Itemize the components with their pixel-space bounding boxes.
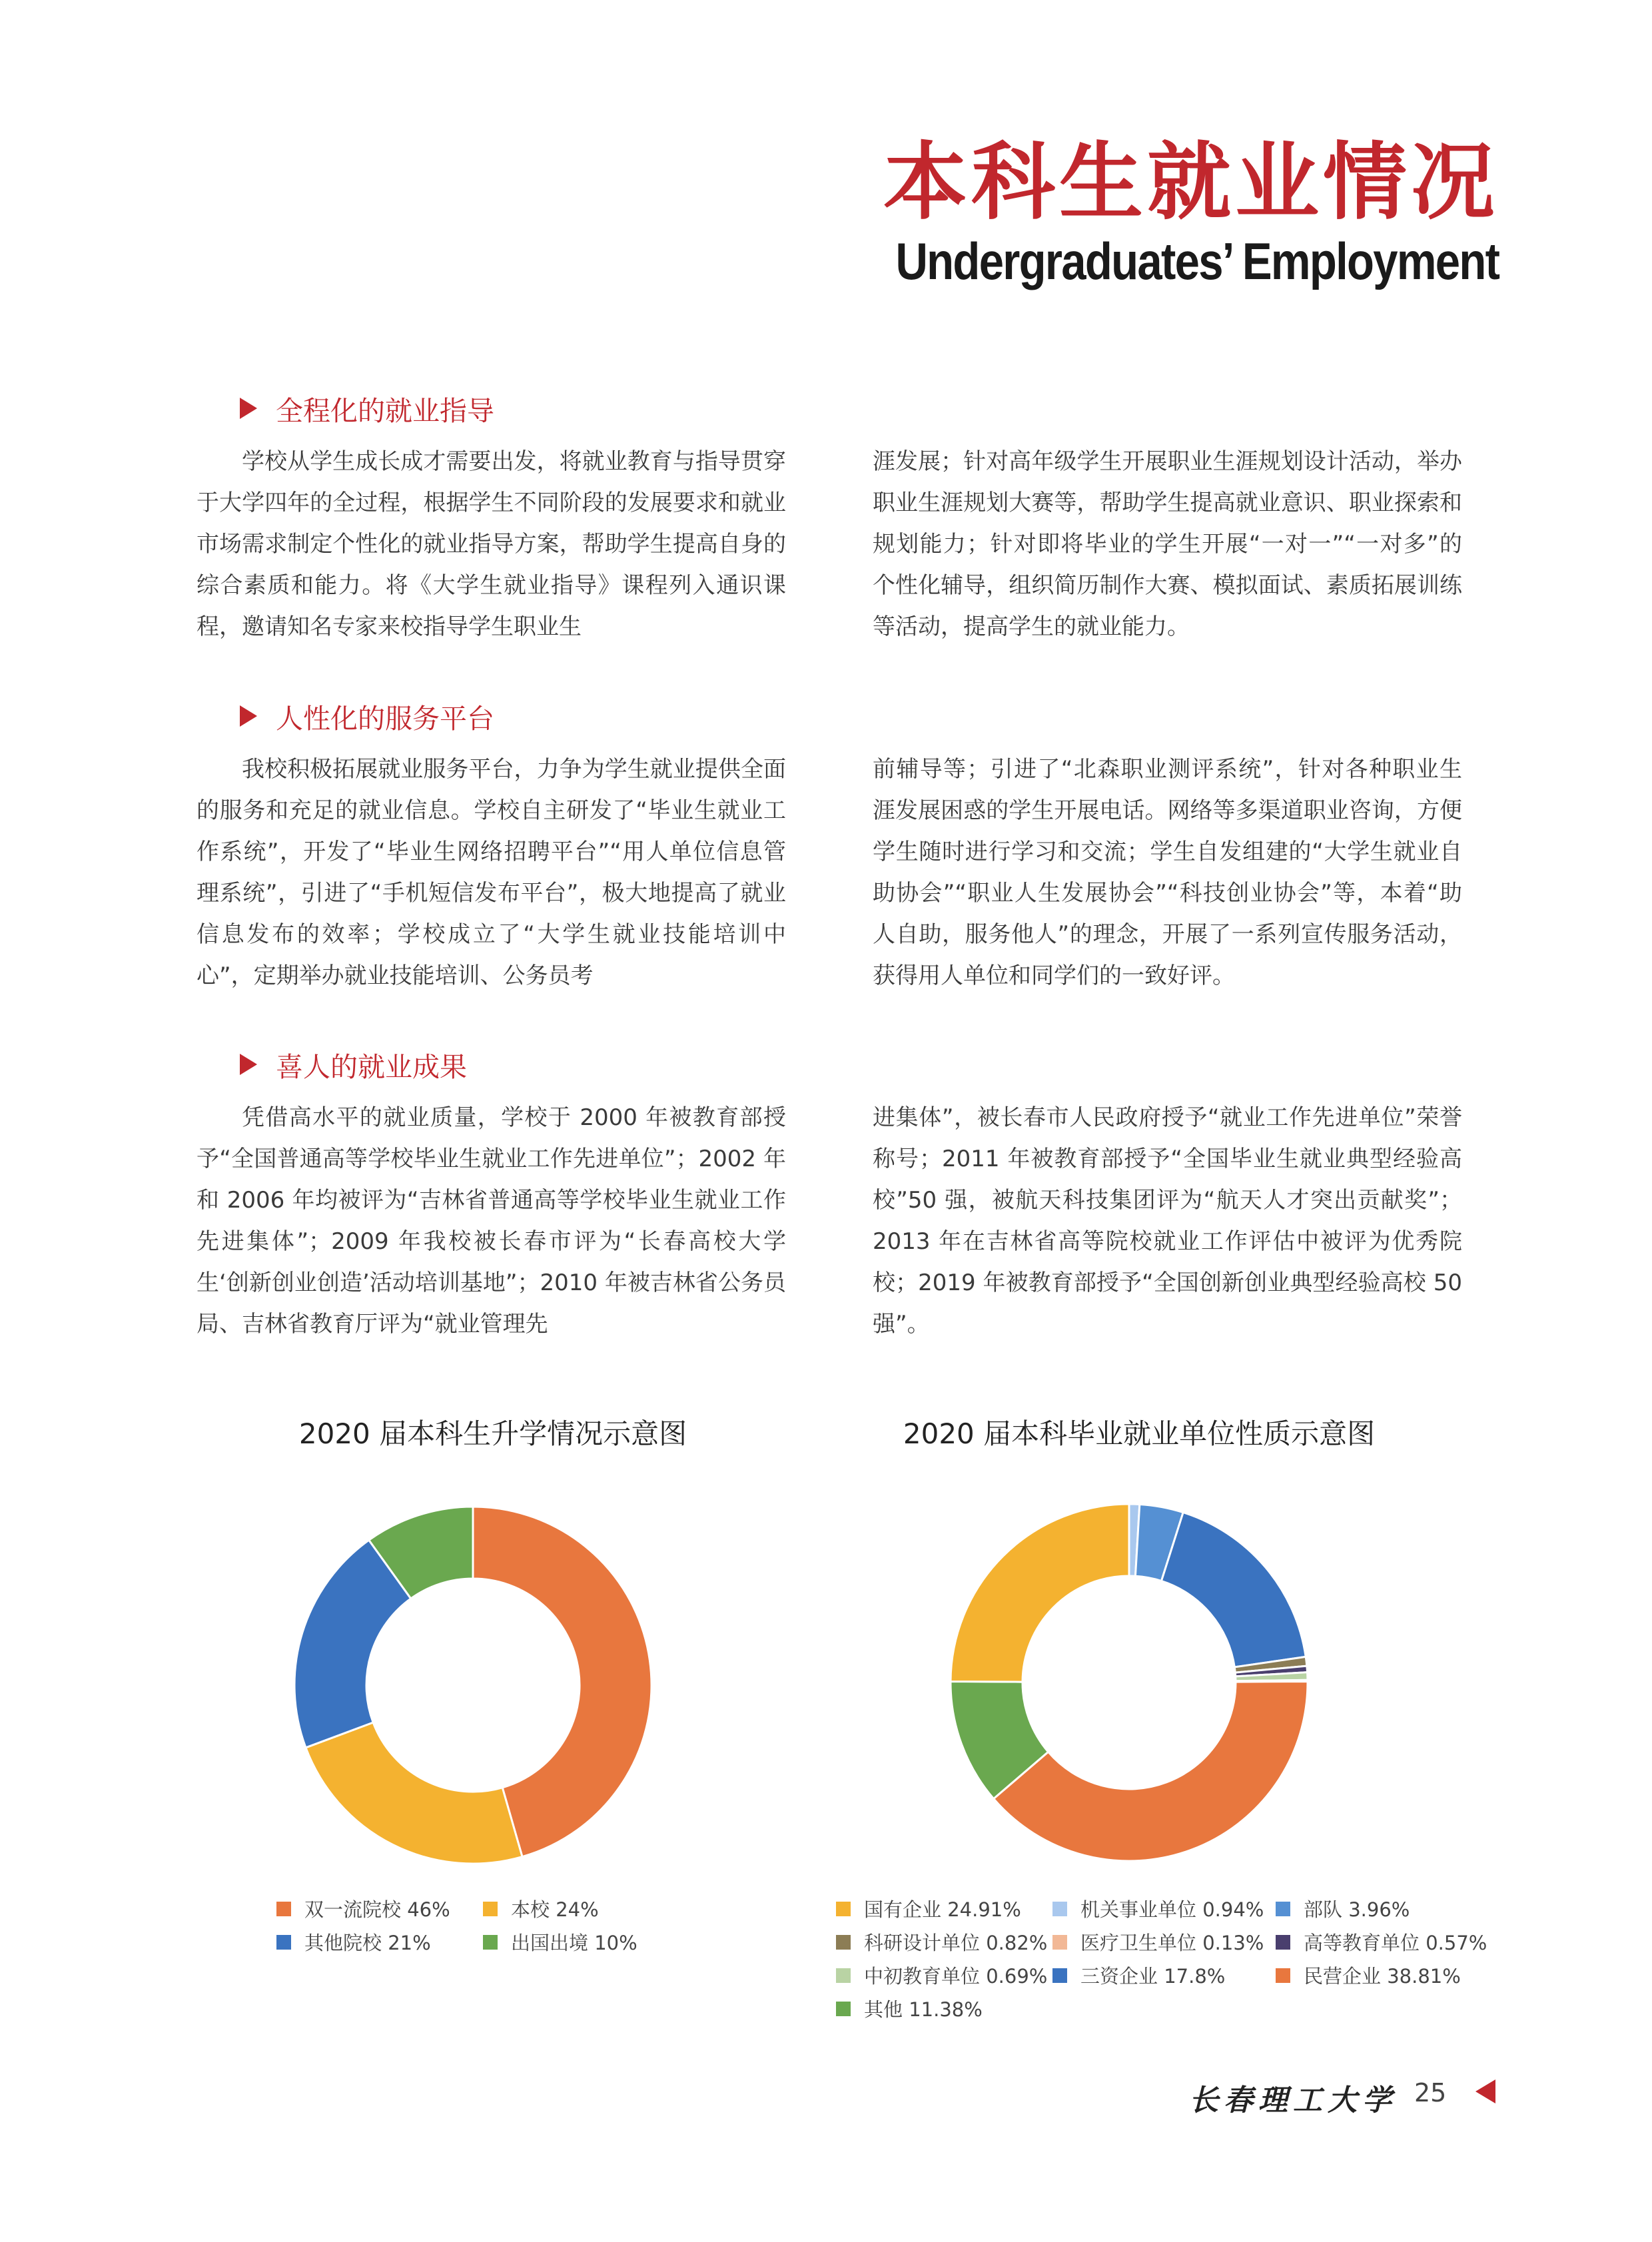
legend-item bbox=[483, 1928, 637, 1956]
legend-item bbox=[1052, 1962, 1225, 1989]
donut-slice bbox=[306, 1722, 522, 1864]
legend-label: 中初教育单位 0.69% bbox=[864, 1965, 1048, 1988]
donut-slice bbox=[1161, 1513, 1306, 1667]
legend-label: 双一流院校 46% bbox=[304, 1898, 450, 1921]
legend-swatch bbox=[1052, 1935, 1067, 1950]
legend-swatch bbox=[1276, 1968, 1290, 1983]
legend-swatch bbox=[483, 1935, 498, 1950]
donut-slice bbox=[994, 1681, 1308, 1861]
legend-label: 民营企业 38.81% bbox=[1304, 1965, 1461, 1988]
legend-swatch bbox=[483, 1902, 498, 1916]
legend-swatch bbox=[836, 2002, 851, 2016]
legend-swatch bbox=[836, 1935, 851, 1950]
legend-label: 机关事业单位 0.94% bbox=[1080, 1898, 1264, 1921]
legend-swatch bbox=[1052, 1902, 1067, 1916]
section-heading bbox=[240, 693, 1462, 739]
legend-item bbox=[276, 1928, 431, 1956]
paragraph-left: 学校从学生成长成才需要出发，将就业教育与指导贯穿于大学四年的全过程，根据学生不同阶段的发展要求和就业市场需求制定个性化的就业指导方案，帮助学生提高自身的综合素质和能力。将《大学生就业指导》课程列入通识课程，邀请知名专家来校指导学生职业生 bbox=[197, 448, 786, 640]
legend-item bbox=[836, 1962, 1047, 1989]
legend-label: 高等教育单位 0.57% bbox=[1304, 1932, 1487, 1954]
chart-title-employer-type: 2020 届本科毕业就业单位性质示意图 bbox=[903, 1417, 1376, 1450]
legend-item bbox=[1276, 1962, 1461, 1989]
legend-item bbox=[1052, 1928, 1264, 1956]
chart-title-further-study: 2020 届本科生升学情况示意图 bbox=[298, 1417, 687, 1450]
section-heading-text: 人性化的服务平台 bbox=[276, 702, 494, 735]
legend-swatch bbox=[1276, 1935, 1290, 1950]
legend-label: 科研设计单位 0.82% bbox=[864, 1932, 1048, 1954]
legend-item bbox=[483, 1895, 599, 1922]
legend-item bbox=[836, 1995, 983, 2022]
legend-label: 本校 24% bbox=[511, 1898, 599, 1921]
page-subtitle: Undergraduates’ Employment bbox=[895, 232, 1499, 290]
section-achievements bbox=[197, 1041, 1462, 1345]
legend-swatch bbox=[1052, 1968, 1067, 1983]
legend-swatch bbox=[1276, 1902, 1290, 1916]
section-heading bbox=[240, 385, 1462, 432]
paragraph-right: 前辅导等；引进了“北森职业测评系统”，针对各种职业生涯发展困惑的学生开展电话。网络等多渠道职业咨询，方便学生随时进行学习和交流；学生自发组建的“大学生就业自助协会”“职业人生发展协会”“科技创业协会”等，本着“助人自助，服务他人”的理念，开展了一系列宣传服务活动，获得用人单位和同学们的一致好评。 bbox=[873, 756, 1462, 989]
legend-label: 医疗卫生单位 0.13% bbox=[1080, 1932, 1264, 1954]
legend-item bbox=[1052, 1895, 1264, 1922]
legend-item bbox=[276, 1895, 450, 1922]
section-guidance bbox=[197, 385, 1462, 647]
legend-label: 出国出境 10% bbox=[511, 1932, 637, 1954]
donut-chart-further-study bbox=[280, 1492, 666, 1878]
legend-label: 三资企业 17.8% bbox=[1080, 1965, 1226, 1988]
legend-item bbox=[836, 1895, 1021, 1922]
legend-swatch bbox=[276, 1935, 291, 1950]
legend-item bbox=[1276, 1928, 1487, 1956]
section-heading bbox=[240, 1041, 1462, 1088]
paragraph-left: 我校积极拓展就业服务平台，力争为学生就业提供全面的服务和充足的就业信息。学校自主研发了“毕业生就业工作系统”，开发了“毕业生网络招聘平台”“用人单位信息管理系统”，引进了“手机短信发布平台”，极大地提高了就业信息发布的效率；学校成立了“大学生就业技能培训中心”，定期举办就业技能培训、公务员考 bbox=[197, 756, 786, 989]
legend-label: 部队 3.96% bbox=[1304, 1898, 1410, 1921]
paragraph-right: 进集体”，被长春市人民政府授予“就业工作先进单位”荣誉称号；2011 年被教育部授予“全国毕业生就业典型经验高校”50 强，被航天科技集团评为“航天人才突出贡献奖”；2013 年在吉林省高等院校就业工作评估中被评为优秀院校；2019 年被教育部授予“全国创新创业典型经验高校 50 强”。 bbox=[873, 1104, 1462, 1337]
legend-label: 其他 11.38% bbox=[864, 1998, 983, 2021]
university-logo-text: 长春理工大学 bbox=[1189, 2083, 1397, 2117]
legend-item bbox=[1276, 1895, 1410, 1922]
legend-swatch bbox=[276, 1902, 291, 1916]
triangle-bullet-icon bbox=[240, 705, 257, 727]
legend-item bbox=[836, 1928, 1047, 1956]
legend-label: 其他院校 21% bbox=[304, 1932, 431, 1954]
donut-chart-employer-type bbox=[936, 1489, 1322, 1876]
section-service bbox=[197, 693, 1462, 996]
donut-slice bbox=[951, 1504, 1129, 1682]
page-arrow-icon bbox=[1475, 2079, 1495, 2103]
legend-label: 国有企业 24.91% bbox=[864, 1898, 1021, 1921]
section-heading-text: 喜人的就业成果 bbox=[276, 1050, 467, 1083]
section-heading-text: 全程化的就业指导 bbox=[276, 394, 494, 427]
page-number: 25 bbox=[1414, 2078, 1447, 2107]
triangle-bullet-icon bbox=[240, 1054, 257, 1075]
legend-swatch bbox=[836, 1968, 851, 1983]
legend-swatch bbox=[836, 1902, 851, 1916]
paragraph-right: 涯发展；针对高年级学生开展职业生涯规划设计活动，举办职业生涯规划大赛等，帮助学生提高就业意识、职业探索和规划能力；针对即将毕业的学生开展“一对一”“一对多”的个性化辅导，组织简历制作大赛、模拟面试、素质拓展训练等活动，提高学生的就业能力。 bbox=[873, 448, 1462, 640]
page-title: 本科生就业情况 bbox=[883, 133, 1499, 231]
paragraph-left: 凭借高水平的就业质量，学校于 2000 年被教育部授予“全国普通高等学校毕业生就业工作先进单位”；2002 年和 2006 年均被评为“吉林省普通高等学校毕业生就业工作先进集体”；2009 年我校被长春市评为“长春高校大学生‘创新创业创造’活动培训基地”；2010 年被吉林省公务员局、吉林省教育厅评为“就业管理先 bbox=[197, 1104, 786, 1337]
triangle-bullet-icon bbox=[240, 398, 257, 419]
